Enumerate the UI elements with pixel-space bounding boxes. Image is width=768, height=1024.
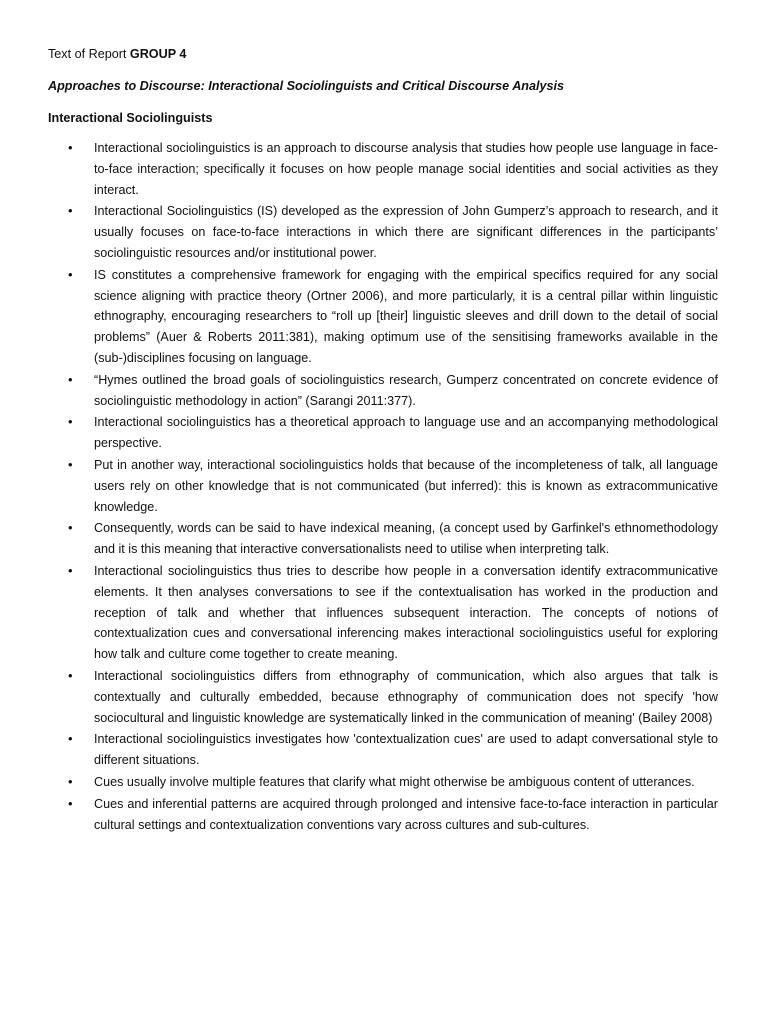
bullet-item [48,265,720,369]
bullet-item [48,201,720,263]
bullet-text: Put in another way, interactional sociolinguistics holds that because of the incompleteness of talk, all language users rely on other knowledge that is not communicated (but inferred): this is known as extracommunicative knowledge. [94,457,718,514]
bullet-item [48,370,720,412]
bullet-text: Consequently, words can be said to have indexical meaning, (a concept used by Garfinkel's ethnomethodology and it is this meaning that interactive conversationalists need to utilise when interpreting talk. [94,521,718,557]
bullet-text: Interactional sociolinguistics has a theoretical approach to language use and an accompanying methodological perspective. [94,415,718,451]
bullet-icon: • [68,773,73,789]
bullet-icon: • [68,456,73,472]
section-heading: Interactional Sociolinguists [48,111,213,125]
bullet-icon: • [68,203,73,219]
bullet-icon: • [68,266,73,282]
bullet-icon: • [68,667,73,683]
bullet-item [48,412,720,454]
bullet-text: IS constitutes a comprehensive framework for engaging with the empirical specifics required for any social science aligning with practice theory (Ortner 2006), and more particularly, it is a central pillar within linguistic ethnography, encouraging researchers to “roll up [their] linguistic sleeves and drill down to the detail of social problems” (Auer & Roberts 2011:381), making optimum use of the sensitising frameworks available in the (sub-)disciplines focusing on language. [94,267,718,365]
bullet-item [48,561,720,665]
report-group-label: GROUP 4 [129,47,187,61]
bullet-icon: • [68,371,73,387]
bullet-icon: • [68,414,73,430]
bullet-icon: • [68,562,73,578]
bullet-icon: • [68,731,73,747]
bullet-item [48,518,720,560]
bullet-item [48,772,720,793]
bullet-icon: • [68,795,73,811]
bullet-text: Interactional sociolinguistics differs from ethnography of communication, which also argues that talk is contextually and culturally embedded, because ethnography of communication does not specify 'how sociocultural and linguistic knowledge are systematically linked in the communication of meaning' (Bailey 2008) [94,668,718,725]
bullet-icon: • [68,520,73,536]
report-header-prefix: Text of Report [48,47,130,61]
bullet-item [48,666,720,728]
bullet-item [48,455,720,517]
bullet-text: Cues and inferential patterns are acquired through prolonged and intensive face-to-face interaction in particular cultural settings and contextualization conventions vary across cultures and sub-cultures. [94,796,718,832]
bullet-text: “Hymes outlined the broad goals of sociolinguistics research, Gumperz concentrated on concrete evidence of sociolinguistic methodology in action” (Sarangi 2011:377). [94,372,718,408]
bullet-icon: • [68,140,73,155]
bullet-text: Interactional sociolinguistics investigates how 'contextualization cues' are used to adapt conversational style to different situations. [94,732,718,768]
bullet-list [48,138,720,835]
report-header [48,44,720,64]
bullet-text: Interactional Sociolinguistics (IS) developed as the expression of John Gumperz’s approach to research, and it usually focuses on face-to-face interactions in which there are significant differences in the participants’ sociolinguistic resources and/or institutional power. [94,204,718,260]
bullet-text: Cues usually involve multiple features that clarify what might otherwise be ambiguous content of utterances. [94,774,695,789]
bullet-item [48,729,720,771]
bullet-text: Interactional sociolinguistics is an approach to discourse analysis that studies how people use language in face-to-face interaction; specifically it focuses on how people manage social identities and social activities as they interact. [94,141,718,197]
report-subtitle: Approaches to Discourse: Interactional Sociolinguists and Critical Discourse Analysis [48,79,565,93]
bullet-item [48,794,720,836]
bullet-item [48,138,720,200]
bullet-text: Interactional sociolinguistics thus tries to describe how people in a conversation identify extracommunicative elements. It then analyses conversations to see if the contextualisation has worked in the production and reception of talk and whether that influences subsequent interaction. The concepts of notions of contextualization cues and conversational inferencing makes interactional sociolinguistics useful for exploring how talk and culture come together to create meaning. [94,563,718,662]
